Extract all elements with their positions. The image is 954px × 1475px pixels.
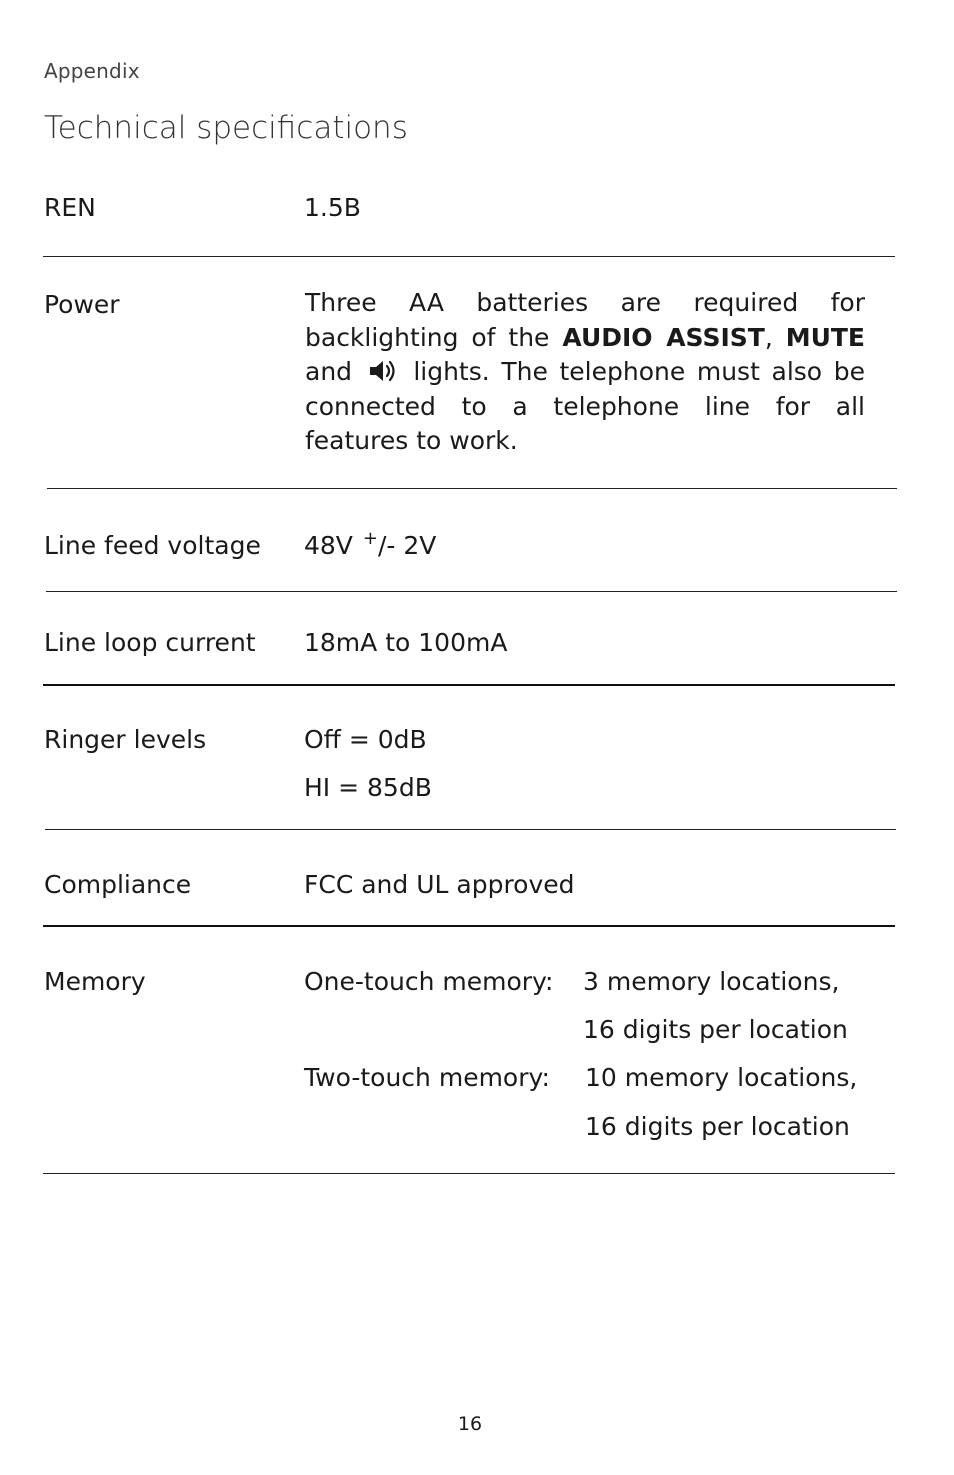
power-comma: ,	[764, 322, 773, 352]
mute-term: MUTE	[785, 322, 865, 352]
ringer-label: Ringer levels	[44, 725, 207, 754]
line-feed-label: Line feed voltage	[44, 531, 261, 560]
one-touch-label: One-touch memory:	[304, 967, 554, 996]
divider	[43, 684, 895, 686]
divider	[43, 256, 895, 257]
ren-label: REN	[44, 193, 96, 222]
divider	[46, 591, 897, 592]
ren-value: 1.5B	[304, 193, 361, 222]
divider	[45, 829, 896, 830]
two-touch-digits: 16 digits per location	[585, 1112, 850, 1141]
page-title: Technical specifications	[44, 110, 408, 146]
two-touch-locations: 10 memory locations,	[585, 1063, 858, 1092]
one-touch-locations: 3 memory locations,	[583, 967, 840, 996]
memory-label: Memory	[44, 967, 146, 996]
power-label: Power	[44, 290, 120, 319]
compliance-value: FCC and UL approved	[304, 870, 575, 899]
speaker-icon	[368, 358, 398, 382]
line-feed-value	[304, 528, 437, 560]
divider	[43, 925, 895, 927]
divider	[43, 1173, 895, 1174]
power-text-1: Three AA batteries are required for backlighting of the	[305, 288, 865, 352]
power-and: and	[305, 357, 353, 387]
line-feed-pre: 48V	[304, 531, 353, 560]
two-touch-label: Two-touch memory:	[304, 1063, 550, 1092]
section-header: Appendix	[44, 59, 140, 83]
line-feed-plus: +	[362, 528, 378, 549]
power-value	[305, 286, 865, 459]
line-loop-value: 18mA to 100mA	[304, 628, 508, 657]
ringer-hi-value: HI = 85dB	[304, 773, 432, 802]
page-number: 16	[457, 1413, 483, 1435]
one-touch-digits: 16 digits per location	[583, 1015, 848, 1044]
compliance-label: Compliance	[44, 870, 192, 899]
divider	[47, 488, 897, 489]
line-loop-label: Line loop current	[44, 628, 256, 657]
audio-assist-term: AUDIO ASSIST	[562, 322, 765, 352]
line-feed-post: /- 2V	[377, 531, 437, 560]
ringer-off-value: Off = 0dB	[304, 725, 427, 754]
power-text-2: lights. The telephone must also be connected to a telephone line for all features to work.	[305, 357, 865, 456]
